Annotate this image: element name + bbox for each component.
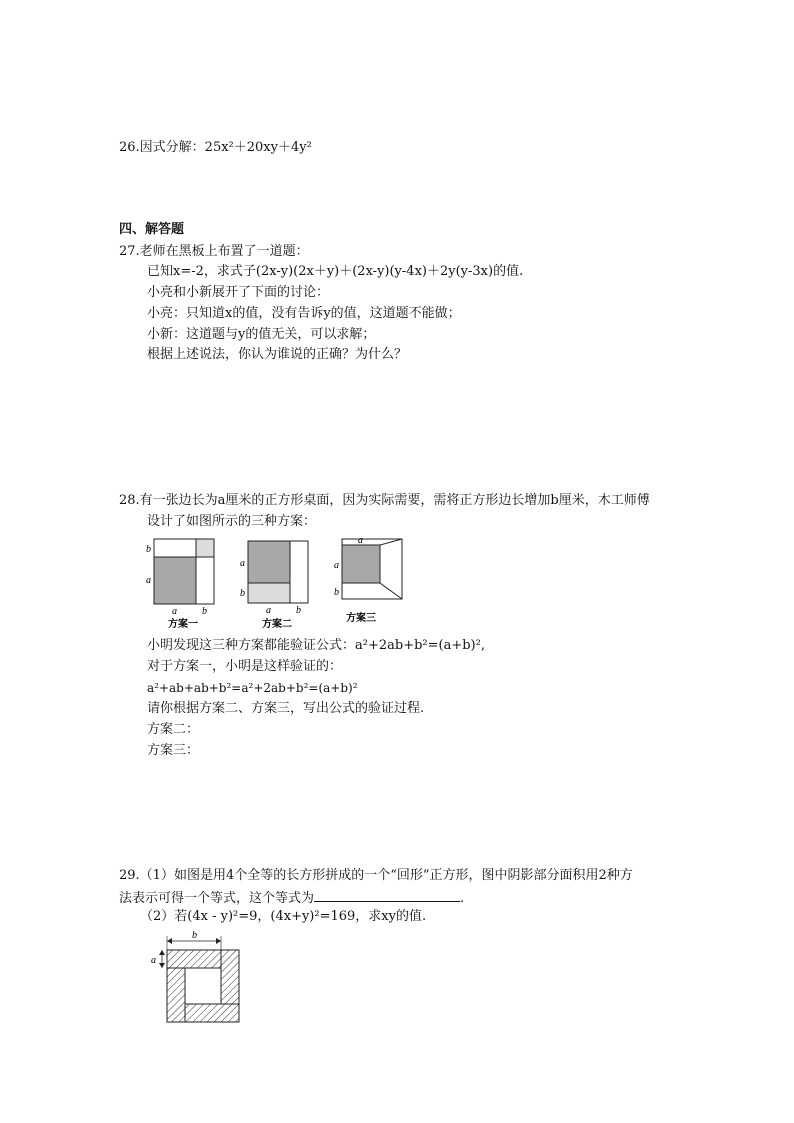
plan2-caption: 方案二 [262, 619, 292, 630]
section-title: 四、解答题 [119, 222, 185, 237]
plan1-label: a [172, 606, 177, 617]
q28-line: 方案二： [147, 722, 200, 737]
answer-blank[interactable] [314, 887, 460, 902]
q27-line: 小新：这道题与y的值无关，可以求解； [147, 327, 376, 342]
plan1-label: b [146, 544, 151, 555]
plan3-label: a [358, 535, 363, 546]
q27-line: 已知x=-2，求式子(2x-y)(2x＋y)＋(2x-y)(y-4x)＋2y(y-3x)的值. [147, 264, 524, 279]
q29-suffix: . [460, 891, 465, 906]
plan3-label: b [334, 587, 339, 598]
q29-prefix: 法表示可得一个等式，这个等式为 [119, 891, 315, 906]
hui-figure [145, 928, 255, 1028]
plan2-figure [240, 541, 308, 630]
plan3-label: a [334, 560, 339, 571]
plan2-label: a [266, 605, 271, 616]
q27-line: 根据上述说法，你认为谁说的正确？为什么？ [147, 347, 408, 362]
plan3-figure [334, 535, 402, 624]
q29-line [119, 887, 464, 909]
plan-figures [140, 535, 415, 630]
plan1-label: a [146, 575, 151, 586]
q28-line: a²+ab+ab+b²=a²+2ab+b²=(a+b)² [147, 681, 358, 695]
q28-line: 对于方案一，小明是这样验证的： [147, 659, 343, 674]
q27-line: 小亮和小新展开了下面的讨论： [147, 285, 330, 300]
dim-label-b: b [192, 930, 197, 941]
q28-line: 28.有一张边长为a厘米的正方形桌面，因为实际需要，需将正方形边长增加b厘米，木工师傅 [119, 493, 650, 508]
plan2-label: b [296, 605, 301, 616]
question-26: 26.因式分解：25x²＋20xy＋4y² [119, 140, 312, 155]
plan3-caption: 方案三 [346, 613, 376, 624]
q28-line: 请你根据方案二、方案三，写出公式的验证过程. [147, 701, 425, 716]
q27-line: 27.老师在黑板上布置了一道题： [119, 244, 309, 259]
q28-line: 方案三： [147, 743, 200, 758]
q28-line: 小明发现这三种方案都能验证公式：a²+2ab+b²=(a+b)², [147, 638, 485, 653]
plan2-label: b [240, 588, 245, 599]
q29-line: （2）若(4x - y)²=9，(4x+y)²=169，求xy的值. [140, 909, 427, 924]
plan2-label: a [240, 558, 245, 569]
plan1-label: b [202, 606, 207, 617]
dim-label-a: a [151, 955, 156, 966]
q28-line: 设计了如图所示的三种方案： [147, 514, 317, 529]
q29-line: 29.（1）如图是用4个全等的长方形拼成的一个“回形”正方形，图中阴影部分面积用2种方 [119, 868, 633, 883]
plan1-figure [146, 539, 214, 630]
q27-line: 小亮：只知道x的值，没有告诉y的值，这道题不能做； [147, 306, 461, 321]
plan1-caption: 方案一 [168, 619, 198, 630]
